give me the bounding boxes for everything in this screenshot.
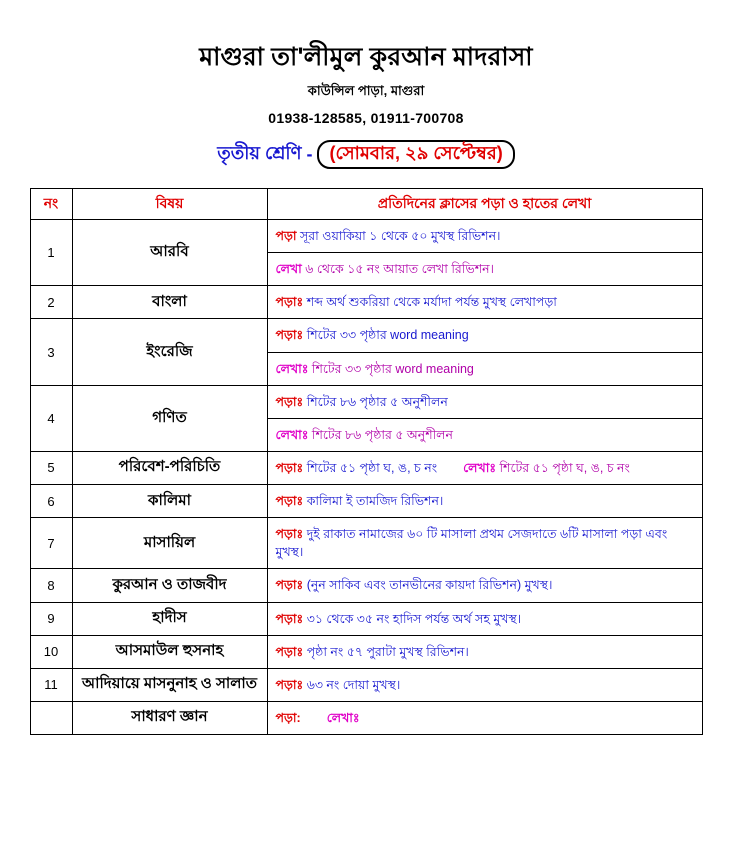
task-list bbox=[268, 452, 702, 484]
table-body bbox=[30, 220, 702, 735]
row-number: 10 bbox=[30, 635, 72, 668]
row-tasks bbox=[267, 518, 702, 569]
class-day-line bbox=[0, 139, 732, 170]
row-number bbox=[30, 701, 72, 734]
task-list bbox=[268, 702, 702, 734]
class-label: তৃতীয় শ্রেণি bbox=[217, 143, 302, 163]
table-row bbox=[30, 485, 702, 518]
task-line bbox=[268, 220, 702, 252]
row-subject: বাংলা bbox=[72, 286, 267, 319]
task-line bbox=[268, 352, 702, 385]
write-label: লেখা bbox=[275, 262, 302, 277]
read-label: পড়া: bbox=[275, 710, 301, 725]
row-tasks bbox=[267, 635, 702, 668]
table-header-row bbox=[30, 189, 702, 220]
read-text: ৬৩ নং দোয়া মুখস্থ। bbox=[306, 677, 401, 692]
table-row bbox=[30, 385, 702, 451]
row-subject: মাসায়িল bbox=[72, 518, 267, 569]
table-row bbox=[30, 286, 702, 319]
row-subject: কালিমা bbox=[72, 485, 267, 518]
row-tasks bbox=[267, 385, 702, 451]
row-number: 2 bbox=[30, 286, 72, 319]
table-row bbox=[30, 319, 702, 385]
page-title: মাগুরা তা'লীমুল কুরআন মাদরাসা bbox=[199, 43, 533, 71]
row-subject: আদিয়ায়ে মাসনুনাহ ও সালাত bbox=[72, 668, 267, 701]
read-label: পড়াঃ bbox=[275, 328, 304, 343]
read-text: দুই রাকাত নামাজের ৬০ টি মাসালা প্রথম সেজদাতে ৬টি মাসালা পড়া এবং মুখস্থ। bbox=[275, 527, 668, 560]
table-row bbox=[30, 701, 702, 734]
task-list bbox=[268, 220, 702, 285]
task-list bbox=[268, 319, 702, 384]
task-list bbox=[268, 569, 702, 601]
read-label: পড়াঃ bbox=[275, 644, 304, 659]
row-subject: পরিবেশ-পরিচিতি bbox=[72, 451, 267, 484]
task-line bbox=[268, 452, 702, 484]
row-number: 6 bbox=[30, 485, 72, 518]
row-number: 9 bbox=[30, 602, 72, 635]
row-tasks bbox=[267, 668, 702, 701]
task-line bbox=[268, 569, 702, 601]
document-header bbox=[0, 0, 732, 170]
task-list bbox=[268, 518, 702, 568]
write-label: লেখাঃ bbox=[275, 361, 309, 376]
row-number: 1 bbox=[30, 220, 72, 286]
task-list bbox=[268, 603, 702, 635]
column-header-task: প্রতিদিনের ক্লাসের পড়া ও হাতের লেখা bbox=[267, 189, 702, 220]
row-number: 7 bbox=[30, 518, 72, 569]
row-subject: সাধারণ জ্ঞান bbox=[72, 701, 267, 734]
task-list bbox=[268, 669, 702, 701]
table-header bbox=[30, 189, 702, 220]
write-label: লেখাঃ bbox=[275, 427, 309, 442]
dash-separator: - bbox=[306, 144, 313, 164]
write-text: শিটের ৫১ পৃষ্ঠা ঘ, ঙ, চ নং bbox=[499, 460, 630, 475]
write-text: ৬ থেকে ১৫ নং আয়াত লেখা রিভিশন। bbox=[305, 262, 495, 277]
row-tasks bbox=[267, 569, 702, 602]
task-list bbox=[268, 386, 702, 451]
task-line bbox=[268, 518, 702, 568]
table-row bbox=[30, 451, 702, 484]
read-text: ৩১ থেকে ৩৫ নং হাদিস পর্যন্ত অর্থ সহ মুখস্থ। bbox=[306, 611, 522, 626]
row-number: 11 bbox=[30, 668, 72, 701]
task-line bbox=[268, 603, 702, 635]
write-label: লেখাঃ bbox=[326, 710, 360, 725]
row-tasks bbox=[267, 485, 702, 518]
read-text: (নুন সাকিব এবং তানভীনের কায়দা রিভিশন) মুখস্থ। bbox=[306, 578, 553, 593]
read-label: পড়াঃ bbox=[275, 527, 304, 542]
row-tasks bbox=[267, 319, 702, 385]
row-subject: গণিত bbox=[72, 385, 267, 451]
row-subject: আসমাউল হুসনাহ bbox=[72, 635, 267, 668]
row-tasks bbox=[267, 602, 702, 635]
read-text: শিটের ৫১ পৃষ্ঠা ঘ, ঙ, চ নং bbox=[306, 460, 438, 475]
row-tasks bbox=[267, 286, 702, 319]
routine-table bbox=[30, 188, 703, 735]
row-number: 8 bbox=[30, 569, 72, 602]
read-text: কালিমা ই তামজিদ রিভিশন। bbox=[306, 494, 444, 508]
read-label: পড়াঃ bbox=[275, 677, 304, 692]
row-tasks bbox=[267, 701, 702, 734]
table-row bbox=[30, 569, 702, 602]
read-text: শিটের ৮৬ পৃষ্ঠার ৫ অনুশীলন bbox=[306, 394, 448, 409]
column-header-no: নং bbox=[30, 189, 72, 220]
task-line bbox=[268, 252, 702, 285]
table-row bbox=[30, 220, 702, 286]
row-subject: কুরআন ও তাজবীদ bbox=[72, 569, 267, 602]
column-header-subject: বিষয় bbox=[72, 189, 267, 220]
read-label: পড়াঃ bbox=[275, 460, 304, 475]
task-list bbox=[268, 485, 702, 517]
table-row bbox=[30, 518, 702, 569]
phone-line: 01938-128585, 01911-700708 bbox=[268, 110, 464, 126]
row-subject: আরবি bbox=[72, 220, 267, 286]
read-label: পড়া bbox=[275, 229, 297, 243]
day-badge: (সোমবার, ২৯ সেপ্টেম্বর) bbox=[317, 140, 514, 169]
task-list bbox=[268, 636, 702, 668]
table-row bbox=[30, 602, 702, 635]
task-line bbox=[268, 702, 702, 734]
read-text: পৃষ্ঠা নং ৫৭ পুরাটা মুখস্থ রিভিশন। bbox=[306, 644, 469, 659]
read-text: শব্দ অর্থ শুকরিয়া থেকে মর্যাদা পর্যন্ত মুখস্থ লেখাপড়া bbox=[306, 295, 557, 310]
read-label: পড়াঃ bbox=[275, 494, 304, 508]
write-label: লেখাঃ bbox=[463, 460, 496, 475]
row-number: 5 bbox=[30, 451, 72, 484]
read-label: পড়াঃ bbox=[275, 578, 304, 593]
task-list bbox=[268, 286, 702, 318]
write-text: শিটের ৮৬ পৃষ্ঠার ৫ অনুশীলন bbox=[311, 427, 453, 442]
row-tasks bbox=[267, 220, 702, 286]
read-label: পড়াঃ bbox=[275, 295, 304, 310]
task-line bbox=[268, 418, 702, 451]
task-line bbox=[268, 286, 702, 318]
row-number: 3 bbox=[30, 319, 72, 385]
task-line bbox=[268, 386, 702, 418]
task-line bbox=[268, 636, 702, 668]
address-line: কাউন্সিল পাড়া, মাগুরা bbox=[307, 83, 425, 98]
read-label: পড়াঃ bbox=[275, 611, 304, 626]
task-line bbox=[268, 319, 702, 351]
table-row bbox=[30, 668, 702, 701]
task-line bbox=[268, 669, 702, 701]
write-text: শিটের ৩৩ পৃষ্ঠার word meaning bbox=[311, 361, 474, 376]
table-row bbox=[30, 635, 702, 668]
task-line bbox=[268, 485, 702, 517]
row-subject: হাদীস bbox=[72, 602, 267, 635]
row-tasks bbox=[267, 451, 702, 484]
read-label: পড়াঃ bbox=[275, 394, 304, 409]
row-number: 4 bbox=[30, 385, 72, 451]
row-subject: ইংরেজি bbox=[72, 319, 267, 385]
read-text: শিটের ৩৩ পৃষ্ঠার word meaning bbox=[306, 328, 469, 343]
read-text: সূরা ওয়াকিয়া ১ থেকে ৫০ মুখস্থ রিভিশন। bbox=[300, 229, 501, 243]
